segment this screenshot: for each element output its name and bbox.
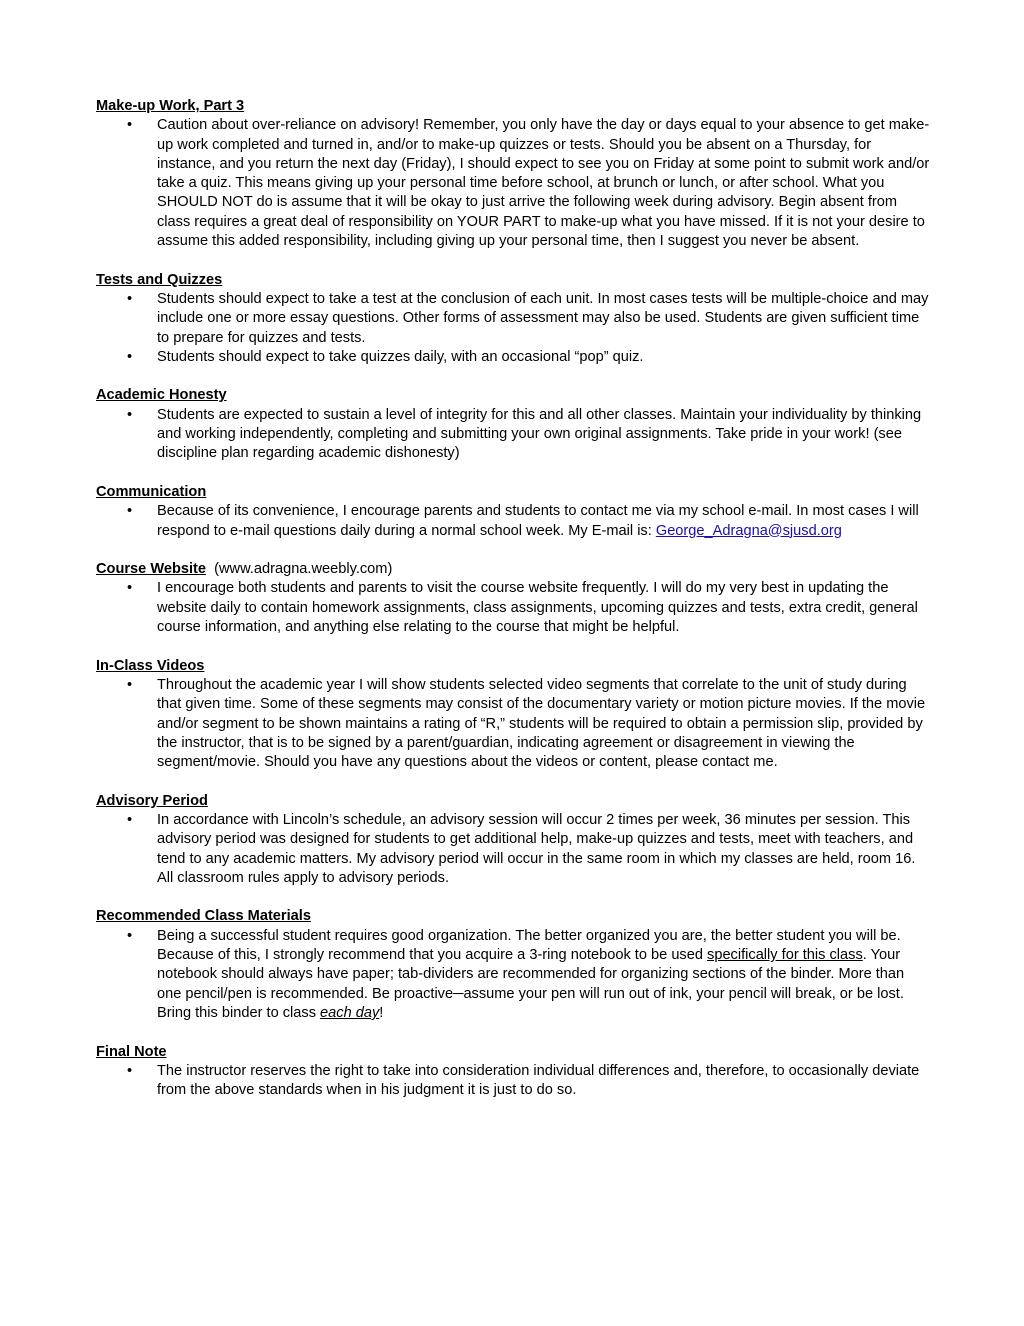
bullet-icon: • — [127, 503, 133, 520]
section-heading: Academic Honesty — [96, 387, 227, 404]
section-heading: Recommended Class Materials — [96, 908, 311, 925]
list-item — [96, 348, 932, 367]
underlined-phrase: specifically for this class — [707, 947, 863, 964]
bullet-icon: • — [127, 348, 133, 365]
emphasis-phrase: each day — [320, 1004, 380, 1021]
section-final-note — [96, 1043, 932, 1101]
list-item — [96, 1062, 932, 1101]
bullet-icon: • — [127, 290, 133, 307]
list-item-text: Because of its convenience, I encourage parents and students to contact me via my school e-mail. In most cases I will respond to e-mail questions daily during a normal school week. My E-mail is: — [157, 503, 919, 539]
list-item-text: I encourage both students and parents to visit the course website frequently. I will do my very best in updating the website daily to contain homework assignments, class assignments, upcoming quizzes and tests, extra credit, general course information, and anything else relating to the course that might be helpful. — [157, 580, 918, 636]
list-item-text: . Your notebook should always have paper; tab-dividers are recommended for organizing sections of the binder. More than one pencil/pen is recommended. Be proactive─assume your pen will run out of ink, your pencil will break, or be lost. Bring this binder to class — [157, 947, 905, 1021]
list-item — [96, 406, 932, 464]
list-item-text: Students should expect to take a test at the conclusion of each unit. In most cases tests will be multiple-choice and may include one or more essay questions. Other forms of assessment may also be used. Students are given sufficient time to prepare for quizzes and tests. — [157, 290, 929, 346]
list-item — [96, 502, 932, 541]
bullet-icon: • — [127, 406, 133, 423]
list-item — [96, 811, 932, 888]
list-item — [96, 927, 932, 1023]
section-academic-honesty — [96, 386, 932, 463]
bullet-icon: • — [127, 1062, 133, 1079]
list-item-text: In accordance with Lincoln’s schedule, an advisory session will occur 2 times per week, 36 minutes per session. This advisory period was designed for students to get additional help, make-up quizzes and tests, meet with teachers, and tend to any academic matters. My advisory period will occur in the same room in which my classes are held, room 16. All classroom rules apply to advisory periods. — [157, 811, 916, 886]
list-item-text: Caution about over-reliance on advisory! Remember, you only have the day or days equal to your absence to get make-up work completed and turned in, and/or to make-up quizzes or tests. Should you be absent on a Thursday, for instance, and you return the next day (Friday), I should expect to see you on Friday at some point to submit work and/or take a quiz. This means giving up your personal time before school, at brunch or lunch, or after school. What you SHOULD NOT do is assume that it will be okay to just arrive the following week during advisory. Begin absent from class requires a great deal of responsibility on YOUR PART to make-up what you have missed. If it is not your desire to assume this added responsibility, including giving up your personal time, then I suggest you never be absent. — [157, 117, 930, 250]
list-item-text: Throughout the academic year I will show students selected video segments that correlate to the unit of study during that given time. Some of these segments may consist of the documentary variety or motion picture movies. If the movie and/or segment to be shown maintains a rating of “R,” students will be required to obtain a permission slip, provided by the instructor, that is to be signed by a parent/guardian, indicating agreement or disagreement in viewing the segment/movie. Should you have any questions about the videos or content, please contact me. — [157, 676, 926, 771]
section-heading-line — [96, 560, 932, 579]
section-class-materials — [96, 907, 932, 1023]
section-heading: Advisory Period — [96, 792, 208, 809]
section-makeup-work — [96, 97, 932, 251]
section-heading: In-Class Videos — [96, 657, 205, 674]
list-item — [96, 116, 932, 251]
bullet-icon: • — [127, 580, 133, 597]
list-item-text: Students should expect to take quizzes daily, with an occasional “pop” quiz. — [157, 348, 644, 365]
bullet-icon: • — [127, 811, 133, 828]
section-advisory-period — [96, 792, 932, 888]
section-heading: Make-up Work, Part 3 — [96, 98, 245, 114]
section-heading: Final Note — [96, 1043, 167, 1060]
section-heading: Tests and Quizzes — [96, 271, 223, 288]
list-item — [96, 579, 932, 637]
section-heading: Course Website — [96, 561, 207, 578]
list-item — [96, 290, 932, 348]
list-item-text: Being a successful student requires good organization. The better organized you are, the better student you will be. Because of this, I strongly recommend that you acquire a 3-ring notebook to be used — [157, 927, 901, 964]
document-page — [96, 97, 932, 1120]
list-item-text: Students are expected to sustain a level of integrity for this and all other classes. Maintain your individuality by thinking and working independently, completing and submitting your own original assignments. Take pride in your work! (see discipline plan regarding academic dishonesty) — [157, 406, 922, 462]
website-url-note: (www.adragna.weebly.com) — [214, 561, 393, 578]
list-item — [96, 676, 932, 772]
list-item-text: ! — [379, 1004, 384, 1021]
list-item-text: The instructor reserves the right to take into consideration individual differences and, therefore, to occasionally deviate from the above standards when in his judgment it is just to do so. — [157, 1062, 920, 1099]
section-heading: Communication — [96, 483, 207, 500]
bullet-icon: • — [127, 676, 133, 693]
email-link[interactable]: George_Adragna@sjusd.org — [655, 522, 842, 539]
bullet-icon: • — [127, 927, 133, 944]
section-in-class-videos — [96, 657, 932, 773]
bullet-icon: • — [127, 117, 133, 134]
section-communication — [96, 483, 932, 541]
section-tests-quizzes — [96, 271, 932, 367]
section-course-website — [96, 560, 932, 637]
